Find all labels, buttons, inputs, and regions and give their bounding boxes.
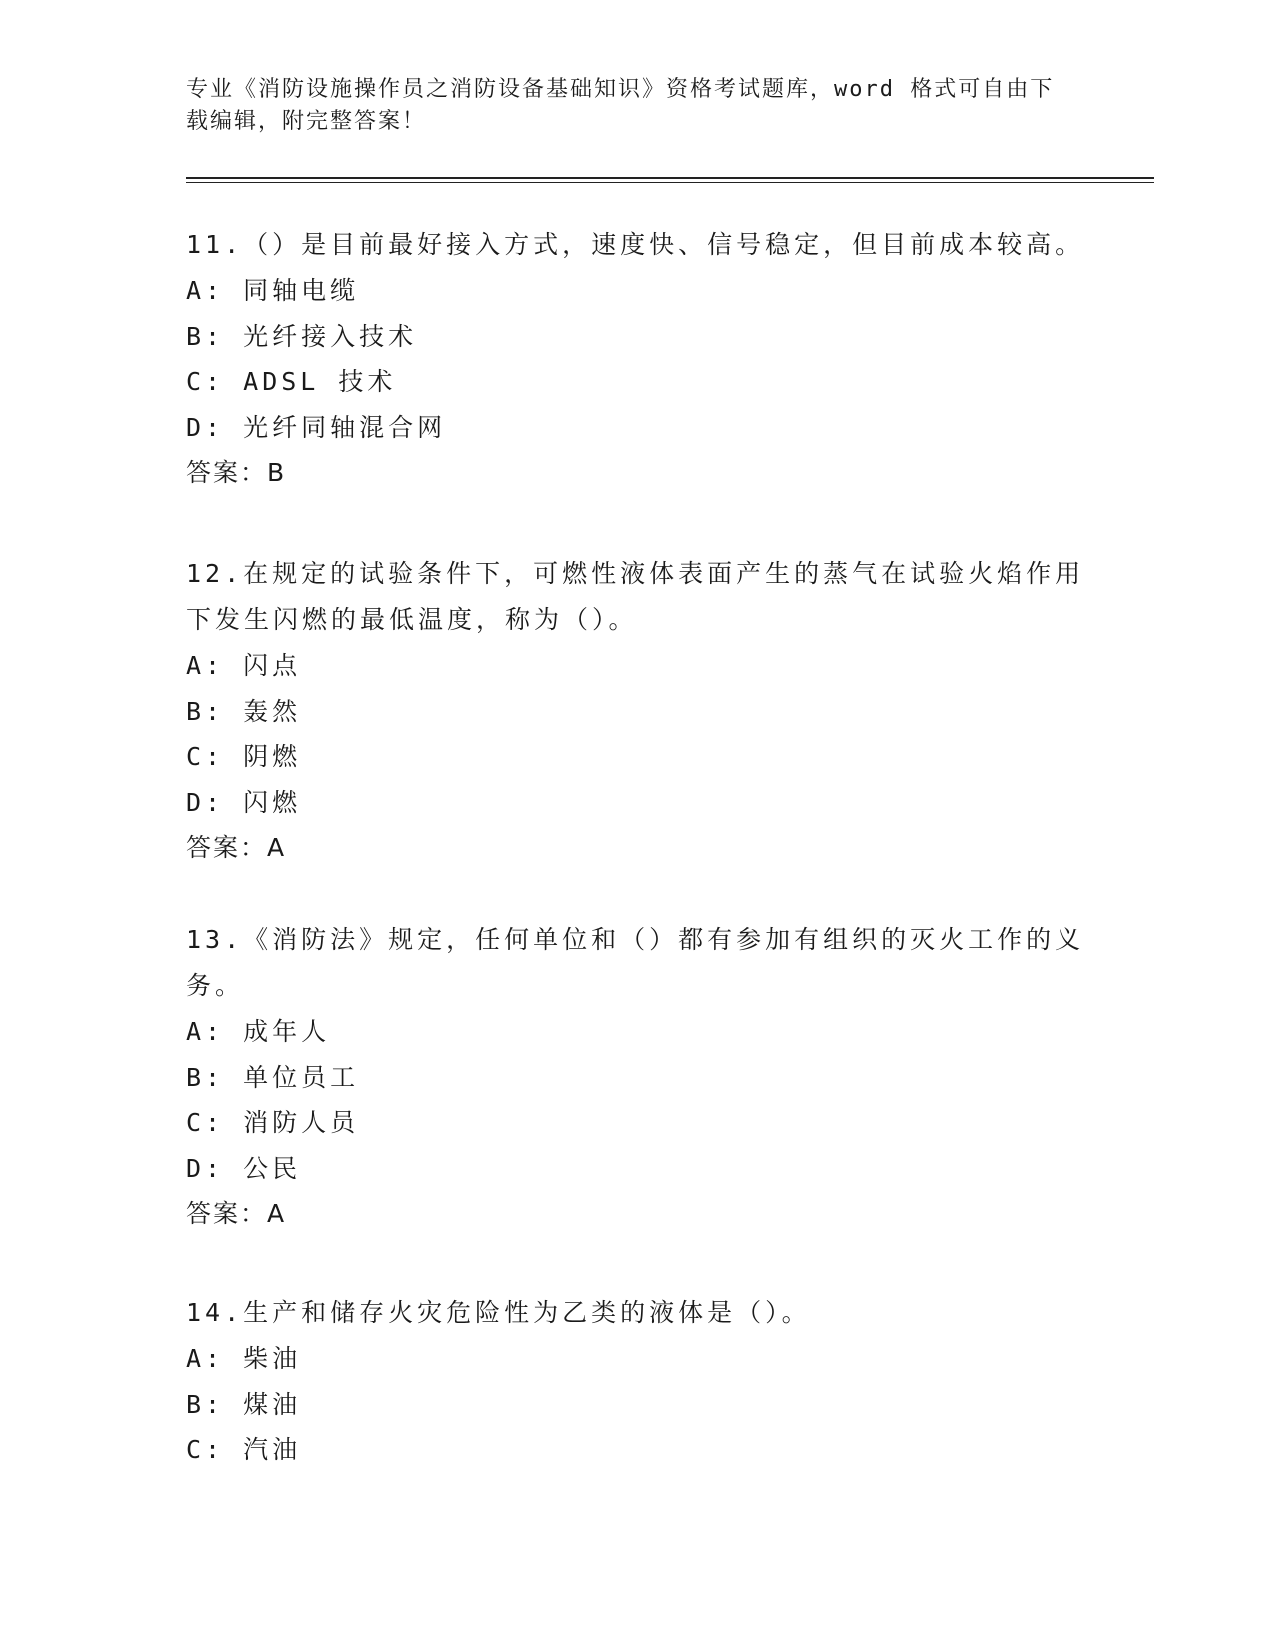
option-d: D: 公民 [186, 1153, 302, 1183]
question-13 [186, 917, 1086, 1237]
option-c: C: 汽油 [186, 1435, 302, 1464]
header-divider-thin [186, 182, 1154, 183]
question-11 [186, 222, 1086, 496]
option-c: C: ADSL 技术 [186, 367, 397, 396]
document-header: 专业《消防设施操作员之消防设备基础知识》资格考试题库，word 格式可自由下载编辑，附完整答案！ [186, 77, 1055, 134]
answer-label: 答案：B [186, 458, 287, 487]
option-a: A: 闪点 [186, 651, 302, 680]
option-c: C: 阴燃 [186, 742, 302, 771]
question-text: 14.生产和储存火灾危险性为乙类的液体是（）。 [186, 1298, 811, 1327]
option-a: A: 同轴电缆 [186, 276, 360, 305]
option-b: B: 煤油 [186, 1389, 302, 1419]
answer-label: 答案：A [186, 833, 287, 862]
header-divider [186, 177, 1154, 179]
question-12 [186, 551, 1086, 871]
option-a: A: 成年人 [186, 1017, 331, 1046]
option-c: C: 消防人员 [186, 1108, 360, 1137]
option-b: B: 轰然 [186, 696, 302, 726]
option-b: B: 光纤接入技术 [186, 321, 418, 351]
option-d: D: 光纤同轴混合网 [186, 412, 447, 442]
option-b: B: 单位员工 [186, 1062, 360, 1092]
answer-label: 答案：A [186, 1199, 287, 1228]
option-d: D: 闪燃 [186, 787, 302, 817]
question-14 [186, 1290, 1086, 1473]
question-text: 11.（）是目前最好接入方式，速度快、信号稳定，但目前成本较高。 [186, 230, 1085, 259]
question-text: 13.《消防法》规定，任何单位和（）都有参加有组织的灭火工作的义务。 [186, 925, 1085, 1000]
question-text: 12.在规定的试验条件下，可燃性液体表面产生的蒸气在试验火焰作用下发生闪燃的最低温度，称为（）。 [186, 559, 1085, 634]
option-a: A: 柴油 [186, 1344, 302, 1373]
